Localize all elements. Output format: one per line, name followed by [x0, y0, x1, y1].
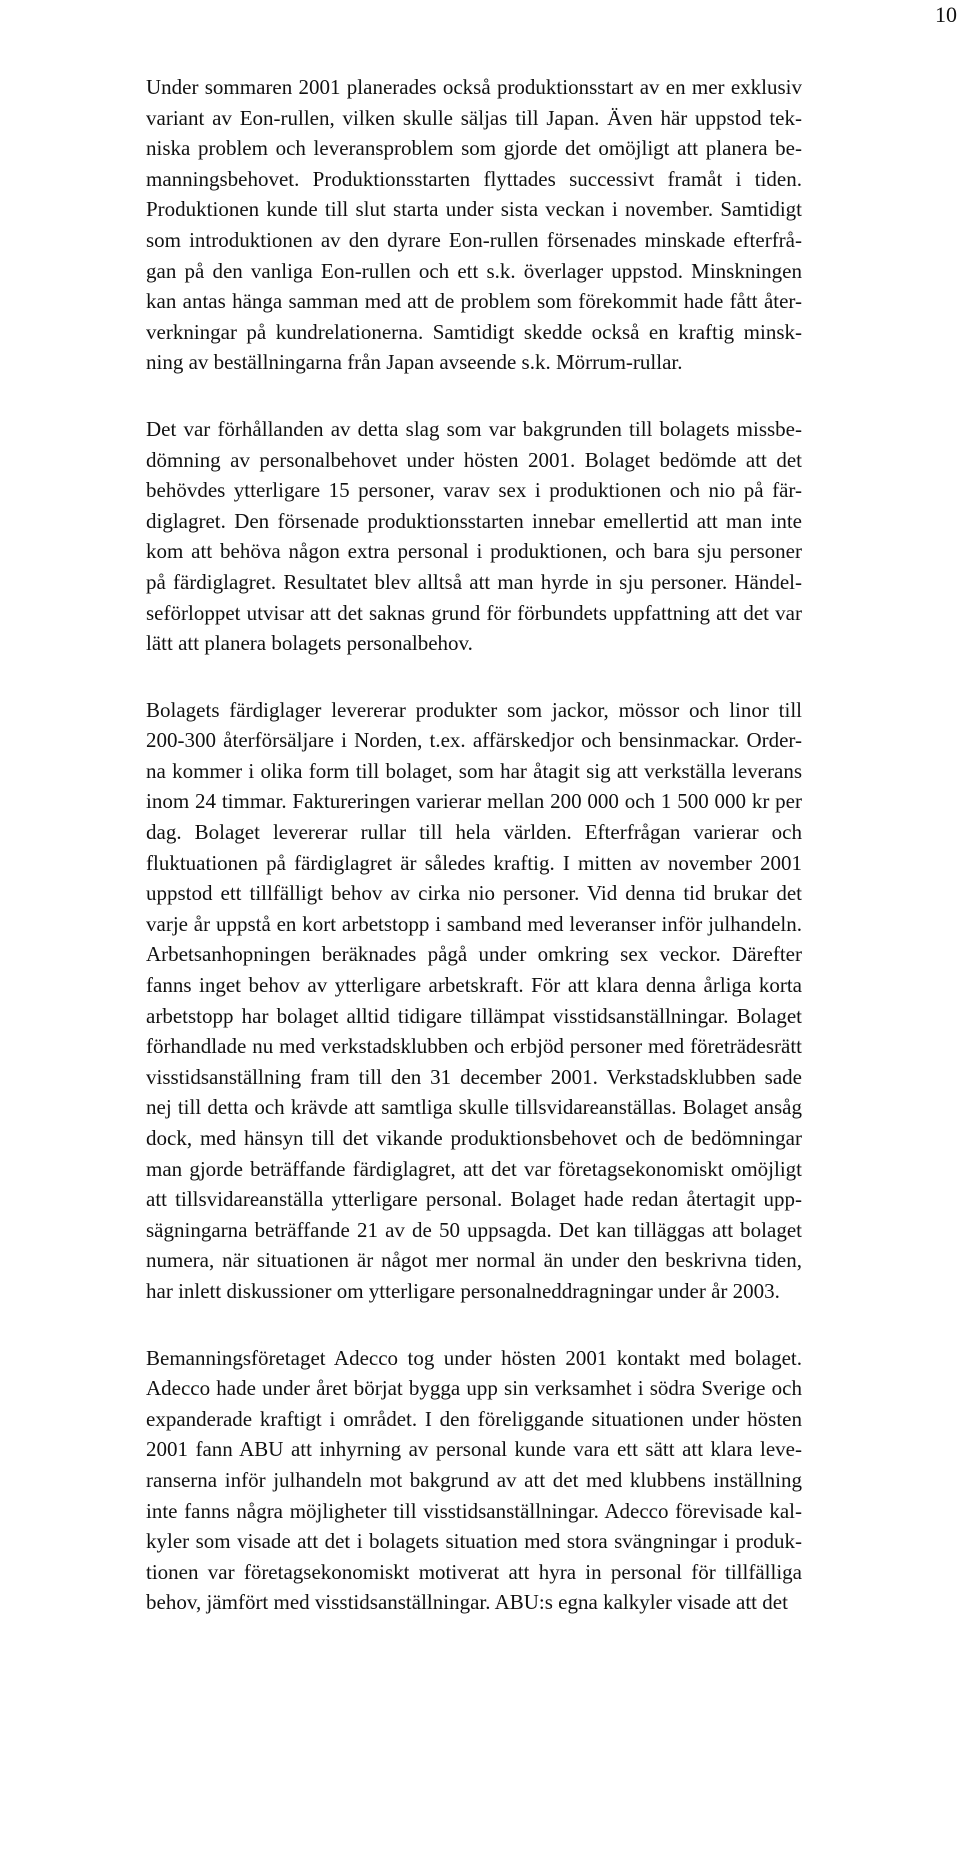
text-line: Adecco hade under året börjat bygga upp sin verksamhet i södra Sverige och [146, 1376, 802, 1401]
text-line: verkningar på kundrelationerna. Samtidigt skedde också en kraftig minsk- [146, 319, 802, 344]
text-line: dömning av personalbehovet under hösten 2001. Bolaget bedömde att det [146, 447, 802, 472]
text-line: 200-300 återförsäljare i Norden, t.ex. affärskedjor och bensinmackar. Order- [146, 728, 802, 753]
text-line: lätt att planera bolagets personalbehov. [146, 631, 473, 656]
paragraph [146, 695, 802, 1307]
text-line: inom 24 timmar. Faktureringen varierar mellan 200 000 och 1 500 000 kr per [146, 789, 802, 814]
text-line: inte fanns några möjligheter till visstidsanställningar. Adecco förevisade kal- [146, 1498, 802, 1523]
text-line: att tillsvidareanställa ytterligare personal. Bolaget hade redan återtagit upp- [146, 1187, 802, 1212]
text-line: ning av beställningarna från Japan avseende s.k. Mörrum-rullar. [146, 350, 683, 375]
document-body [146, 72, 802, 1654]
text-line: kan antas hänga samman med att de problem som förekommit hade fått åter- [146, 289, 802, 314]
text-line: tionen var företagsekonomiskt motiverat att hyra in personal för tillfälliga [146, 1559, 802, 1584]
text-line: dag. Bolaget levererar rullar till hela världen. Efterfrågan varierar och [146, 820, 802, 845]
text-line: varje år uppstå en kort arbetstopp i samband med leveranser inför julhandeln. [146, 911, 802, 936]
text-line: kyler som visade att det i bolagets situation med stora svängningar i produk- [146, 1529, 802, 1554]
paragraph [146, 72, 802, 378]
text-line: expanderade kraftigt i området. I den föreliggande situationen under hösten [146, 1406, 802, 1431]
text-line: seförloppet utvisar att det saknas grund för förbundets uppfattning att det var [146, 600, 802, 625]
text-line: Arbetsanhopningen beräknades pågå under omkring sex veckor. Därefter [146, 942, 802, 967]
page-number: 10 [935, 2, 957, 27]
text-line: ranserna inför julhandeln mot bakgrund av att det med klubbens inställning [146, 1467, 802, 1492]
text-line: arbetstopp har bolaget alltid tidigare tillämpat visstidsanställningar. Bolaget [146, 1003, 802, 1028]
text-line: dock, med hänsyn till det vikande produktionsbehovet och de bedömningar [146, 1126, 802, 1150]
text-line: har inlett diskussioner om ytterligare personalneddragningar under år 2003. [146, 1278, 780, 1303]
text-line: variant av Eon-rullen, vilken skulle säljas till Japan. Även här uppstod tek- [146, 105, 802, 130]
text-line: 2001 fann ABU att inhyrning av personal kunde vara ett sätt att klara leve- [146, 1437, 802, 1462]
text-line: manningsbehovet. Produktionsstarten flyttades successivt framåt i tiden. [146, 166, 802, 191]
text-line: niska problem och leveransproblem som gjorde det omöjligt att planera be- [146, 136, 802, 161]
text-line: Produktionen kunde till slut starta under sista veckan i november. Samtidigt [146, 197, 802, 222]
text-line: Bolagets färdiglager levererar produkter som jackor, mössor och linor till [146, 697, 802, 722]
paragraph [146, 1343, 802, 1618]
text-line: Det var förhållanden av detta slag som var bakgrunden till bolagets missbe- [146, 416, 802, 441]
paragraph [146, 414, 802, 659]
text-line: fanns inget behov av ytterligare arbetskraft. För att klara denna årliga korta [146, 973, 802, 998]
text-line: uppstod ett tillfälligt behov av cirka nio personer. Vid denna tid brukar det [146, 881, 802, 906]
text-line: på färdiglagret. Resultatet blev alltså att man hyrde in sju personer. Händel- [146, 569, 802, 594]
text-line: visstidsanställning fram till den 31 december 2001. Verkstadsklubben sade [146, 1064, 802, 1089]
text-line: Bemanningsföretaget Adecco tog under hösten 2001 kontakt med bolaget. [146, 1345, 802, 1370]
text-line: förhandlade nu med verkstadsklubben och erbjöd personer med företrädesrätt [146, 1034, 802, 1059]
text-line: diglagret. Den försenade produktionsstarten innebar emellertid att man inte [146, 508, 802, 533]
text-line: gan på den vanliga Eon-rullen och ett s.k. överlager uppstod. Minskningen [146, 258, 802, 283]
text-line: numera, när situationen är något mer normal än under den beskrivna tiden, [146, 1248, 802, 1273]
text-line: behov, jämfört med visstidsanställningar. ABU:s egna kalkyler visade att det [146, 1590, 788, 1615]
text-line: na kommer i olika form till bolaget, som har åtagit sig att verkställa leverans [146, 758, 802, 783]
text-line: fluktuationen på färdiglagret är således kraftig. I mitten av november 2001 [146, 850, 802, 875]
text-line: som introduktionen av den dyrare Eon-rullen försenades minskade efterfrå- [146, 227, 802, 252]
text-line: behövdes ytterligare 15 personer, varav sex i produktionen och nio på fär- [146, 478, 802, 503]
text-line: Under sommaren 2001 planerades också produktionsstart av en mer exklusiv [146, 75, 802, 99]
text-line: sägningarna beträffande 21 av de 50 uppsagda. Det kan tilläggas att bolaget [146, 1217, 802, 1242]
text-line: man gjorde beträffande färdiglagret, att det var företagsekonomiskt omöjligt [146, 1156, 802, 1181]
text-line: nej till detta och krävde att samtliga skulle tillsvidareanställas. Bolaget ansåg [146, 1095, 802, 1120]
text-line: kom att behöva någon extra personal i produktionen, och bara sju personer [146, 539, 802, 564]
